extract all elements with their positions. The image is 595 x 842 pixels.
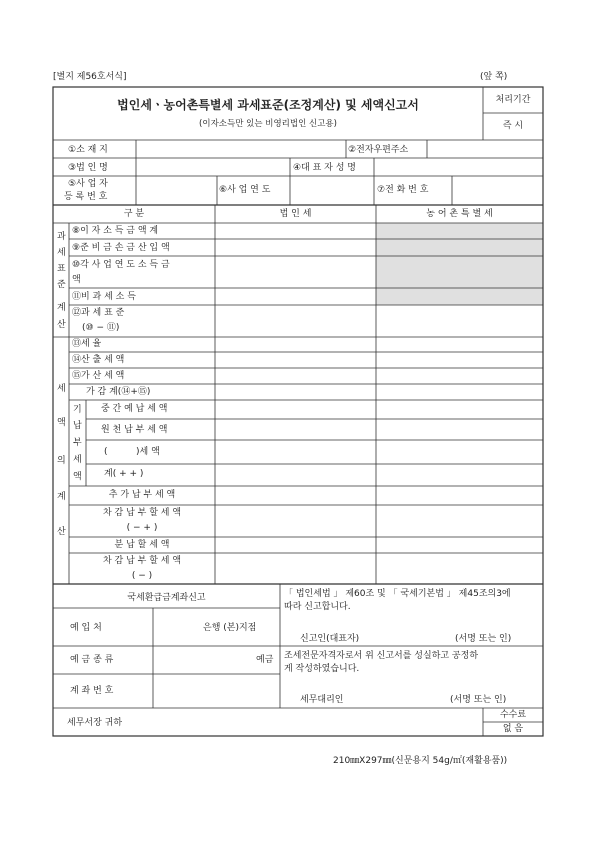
row-deduct-formula: ( − + ) xyxy=(126,523,158,533)
row-8-label: ⑧이 자 소 득 금 액 계 xyxy=(72,226,159,236)
declaration-line-1: 「 법인세법 」 제60조 및 「 국세기본법 」 제45조의3에 xyxy=(284,589,511,599)
group-tax-amount-1: 세 xyxy=(57,384,66,394)
ceo-name-field[interactable] xyxy=(375,159,542,175)
tax-agent-label: 세무대리인 xyxy=(300,695,344,705)
fiscal-year-label: ⑥사 업 연 도 xyxy=(219,185,271,195)
bank-suffix: 은행 (본)지점 xyxy=(203,623,257,633)
col-rural-tax: 농 어 촌 특 별 세 xyxy=(426,209,493,219)
ceo-name-label: ④대 표 자 성 명 xyxy=(293,163,356,173)
account-number-label: 계 좌 번 호 xyxy=(70,686,114,696)
group-tax-amount-5: 산 xyxy=(57,527,66,537)
row-final-formula: ( − ) xyxy=(131,571,153,581)
col-category: 구 분 xyxy=(123,209,145,219)
group-tax-base-3: 표 xyxy=(57,264,66,274)
row-interim-label: 중 간 예 납 세 액 xyxy=(101,404,168,414)
row-13-label: ⑬세 율 xyxy=(72,339,102,349)
corp-name-label: ③법 인 명 xyxy=(68,163,108,173)
paper-spec: 210㎜X297㎜(신문용지 54g/㎡(재활용품)) xyxy=(333,756,508,766)
form-subtitle: (이자소득만 있는 비영리법인 신고용) xyxy=(199,119,337,129)
group-prepaid-3: 부 xyxy=(73,438,82,448)
row-sum-label: 계( + + ) xyxy=(104,469,144,479)
processing-period-label: 처리기간 xyxy=(495,95,531,105)
row-deduct-label: 차 감 납 부 할 세 액 xyxy=(102,508,182,518)
row-total-label: 가 감 계(⑭+⑮) xyxy=(86,387,151,397)
group-prepaid-4: 세 xyxy=(73,455,82,465)
fee-label: 수수료 xyxy=(499,710,527,720)
group-tax-base-6: 산 xyxy=(57,320,66,330)
shaded-cells xyxy=(376,223,543,305)
row-withheld-label: 원 천 납 부 세 액 xyxy=(101,425,168,435)
row-12-formula: (⑩ − ⑪) xyxy=(82,323,120,333)
fiscal-year-field[interactable] xyxy=(291,177,373,204)
row-9-label: ⑨준 비 금 손 금 산 입 액 xyxy=(72,243,170,253)
address-field[interactable] xyxy=(137,141,345,157)
row-final-label: 차 감 납 부 할 세 액 xyxy=(102,556,182,566)
row-15-label: ⑮가 산 세 액 xyxy=(72,371,125,381)
group-tax-amount-2: 액 xyxy=(57,418,66,428)
row-10-label-cont: 액 xyxy=(72,275,81,285)
row-additional-label: 추 가 납 부 세 액 xyxy=(108,490,176,500)
phone-field[interactable] xyxy=(453,177,542,204)
row-other-label: )세 액 xyxy=(136,447,160,457)
form-number: [별지 제56호서식] xyxy=(53,72,127,82)
col-corporate-tax: 법 인 세 xyxy=(279,209,312,219)
group-tax-base-5: 계 xyxy=(57,303,66,313)
biz-reg-label-2: 등 록 번 호 xyxy=(64,192,108,202)
biz-reg-field[interactable] xyxy=(137,177,216,204)
account-number-field[interactable] xyxy=(154,675,279,707)
biz-reg-label-1: ⑤사 업 자 xyxy=(68,179,108,189)
group-prepaid-5: 액 xyxy=(73,472,82,482)
corp-name-field[interactable] xyxy=(137,159,289,175)
phone-label: ⑦전 화 번 호 xyxy=(377,185,429,195)
group-prepaid-2: 납 xyxy=(73,421,82,431)
addressee: 세무서장 귀하 xyxy=(67,718,123,728)
form-title: 법인세ㆍ농어촌특별세 과세표준(조정계산) 및 세액신고서 xyxy=(117,98,419,112)
group-tax-amount-3: 의 xyxy=(57,456,66,466)
group-tax-base-2: 세 xyxy=(57,248,66,258)
group-tax-base-1: 과 xyxy=(57,232,66,242)
group-prepaid-1: 기 xyxy=(73,405,82,415)
row-12-label: ⑫과 세 표 준 xyxy=(72,308,125,318)
bank-label: 예 입 처 xyxy=(70,623,102,633)
tax-agent-signature[interactable]: (서명 또는 인) xyxy=(450,695,507,705)
declarant-label: 신고인(대표자) xyxy=(300,634,360,644)
deposit-type-suffix: 예금 xyxy=(256,655,274,665)
group-tax-base-4: 준 xyxy=(57,280,66,290)
row-other-open: ( xyxy=(104,447,108,457)
group-tax-amount-4: 계 xyxy=(57,492,66,502)
row-10-label: ⑩각 사 업 연 도 소 득 금 xyxy=(72,260,170,270)
declaration-line-2: 따라 신고합니다. xyxy=(284,602,351,612)
row-11-label: ⑪비 과 세 소 득 xyxy=(72,292,136,302)
processing-period-value: 즉 시 xyxy=(502,121,524,131)
fee-value: 없 음 xyxy=(502,724,524,734)
page-side: (앞 쪽) xyxy=(480,72,508,82)
email-label: ②전자우편주소 xyxy=(348,145,409,155)
agent-declaration-1: 조세전문자격자로서 위 신고서를 성실하고 공정하 xyxy=(284,651,479,661)
row-install-label: 분 납 할 세 액 xyxy=(114,540,170,550)
declarant-signature[interactable]: (서명 또는 인) xyxy=(455,634,512,644)
email-field[interactable] xyxy=(428,141,542,157)
agent-declaration-2: 게 작성하였습니다. xyxy=(284,664,360,674)
address-label: ①소 재 지 xyxy=(68,145,108,155)
refund-heading: 국세환급금계좌신고 xyxy=(127,593,206,603)
deposit-type-label: 예 금 종 류 xyxy=(70,655,114,665)
row-14-label: ⑭산 출 세 액 xyxy=(72,355,125,365)
